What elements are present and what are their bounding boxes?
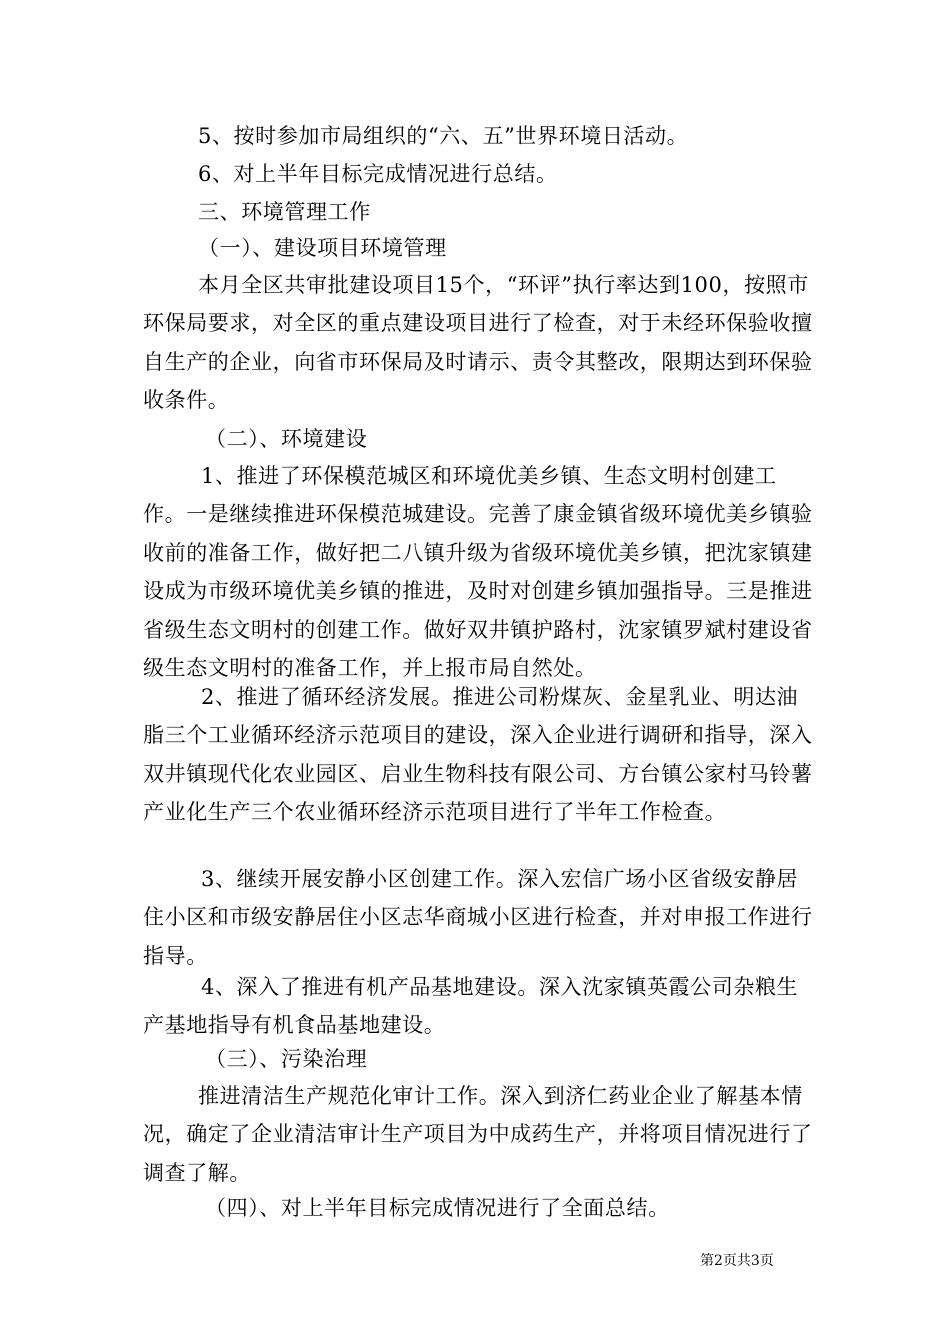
subsection-heading-1: （一）、建设项目环境管理 [198, 236, 447, 260]
paragraph-item-5: 5、按时参加市局组织的“六、五”世界环境日活动。 [198, 124, 689, 148]
paragraph-quiet-community: 3、继续开展安静小区创建工作。深入宏信广场小区省级安静居住小区和市级安静居住小区志华商城小区进行检查，并对申报工作进行指导。 [143, 867, 813, 968]
paragraph-item-6: 6、对上半年目标完成情况进行总结。 [198, 162, 558, 186]
subsection-heading-3: （三）、污染治理 [205, 1047, 368, 1071]
subsection-heading-4: （四）、对上半年目标完成情况进行了全面总结。 [205, 1196, 670, 1220]
paragraph-circular-economy: 2、推进了循环经济发展。推进公司粉煤灰、金星乳业、明达油脂三个工业循环经济示范项目的建设，深入企业进行调研和指导，深入双井镇现代化农业园区、启业生物科技有限公司、方台镇公家村马铃薯产业化生产三个农业循环经济示范项目进行了半年工作检查。 [143, 685, 813, 825]
page-number-footer [700, 1250, 820, 1270]
page-number-label: 第2页共3页 [700, 1253, 774, 1269]
paragraph-organic-base: 4、深入了推进有机产品基地建设。深入沈家镇英霞公司杂粮生产基地指导有机食品基地建设。 [143, 975, 799, 1038]
paragraph-project-approval: 本月全区共审批建设项目15个，“环评”执行率达到100，按照市环保局要求，对全区的重点建设项目进行了检查，对于未经环保验收擅自生产的企业，向省市环保局及时请示、责令其整改，限期达到环保验收条件。 [143, 273, 813, 413]
paragraph-clean-production: 推进清洁生产规范化审计工作。深入到济仁药业企业了解基本情况，确定了企业清洁审计生产项目为中成药生产，并将项目情况进行了调查了解。 [143, 1084, 813, 1185]
paragraph-eco-town: 1、推进了环保模范城区和环境优美乡镇、生态文明村创建工作。一是继续推进环保模范城建设。完善了康金镇省级环境优美乡镇验收前的准备工作，做好把二八镇升级为省级环境优美乡镇，把沈家镇建设成为市级环境优美乡镇的推进，及时对创建乡镇加强指导。三是推进省级生态文明村的创建工作。做好双井镇护路村，沈家镇罗斌村建设省级生态文明村的准备工作，并上报市局自然处。 [143, 464, 813, 681]
subsection-heading-2: （二）、环境建设 [205, 427, 368, 451]
section-heading-3: 三、环境管理工作 [198, 200, 371, 224]
